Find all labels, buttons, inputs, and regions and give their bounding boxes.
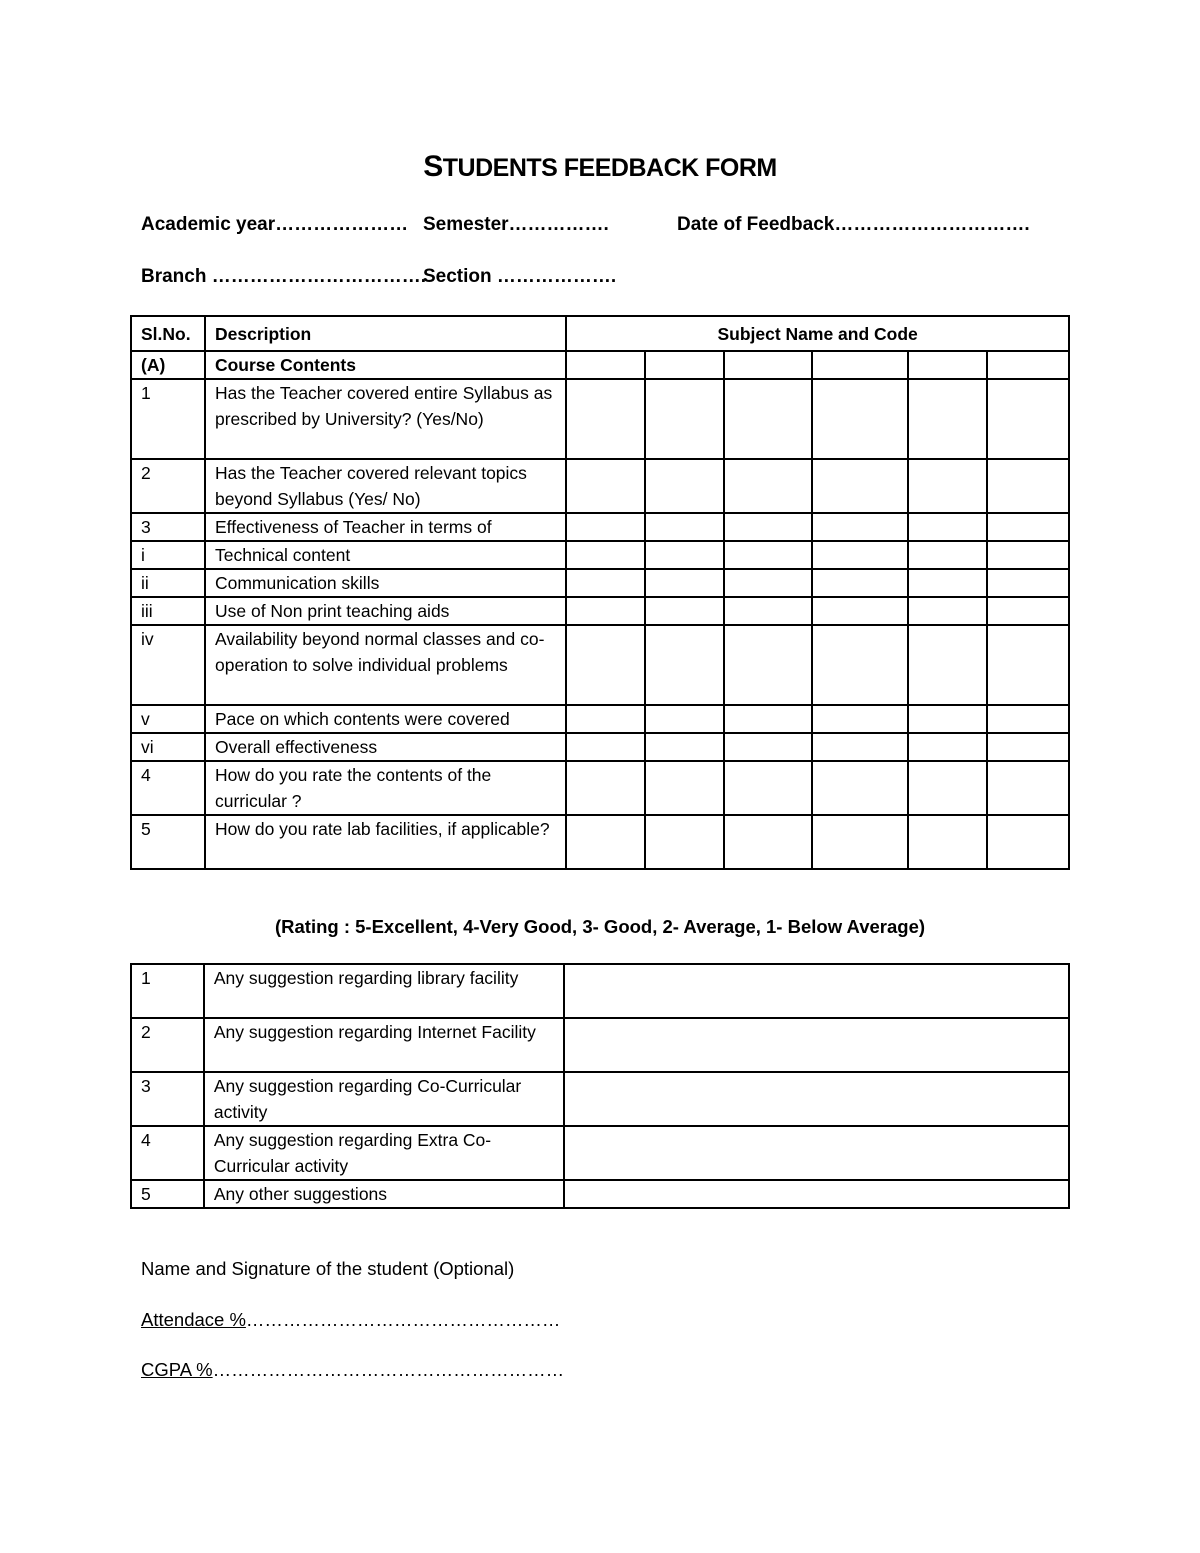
title-rest: TUDENTS FEEDBACK FORM	[442, 154, 777, 182]
rating-cell[interactable]	[566, 597, 645, 625]
rating-cell[interactable]	[645, 569, 724, 597]
suggestion-row	[131, 1180, 1069, 1208]
row-description: Technical content	[205, 541, 566, 569]
row-slno: ii	[131, 569, 205, 597]
rating-cell[interactable]	[566, 815, 645, 869]
suggestion-slno: 5	[131, 1180, 204, 1208]
rating-cell[interactable]	[724, 541, 812, 569]
suggestion-row	[131, 1072, 1069, 1126]
rating-cell[interactable]	[724, 597, 812, 625]
suggestion-slno: 1	[131, 964, 204, 1018]
row-description: How do you rate the contents of the curricular ?	[205, 761, 566, 815]
rating-cell[interactable]	[566, 733, 645, 761]
header-description: Description	[205, 316, 566, 351]
rating-cell[interactable]	[987, 625, 1069, 705]
rating-cell[interactable]	[987, 597, 1069, 625]
rating-cell[interactable]	[566, 541, 645, 569]
table-row	[131, 733, 1069, 761]
row-description: Overall effectiveness	[205, 733, 566, 761]
rating-cell[interactable]	[724, 625, 812, 705]
row-description: Use of Non print teaching aids	[205, 597, 566, 625]
feedback-table	[130, 315, 1070, 870]
table-row	[131, 513, 1069, 541]
header-slno: Sl.No.	[131, 316, 205, 351]
rating-cell[interactable]	[987, 761, 1069, 815]
rating-cell[interactable]	[987, 541, 1069, 569]
table-row	[131, 459, 1069, 513]
row-slno: i	[131, 541, 205, 569]
rating-cell[interactable]	[724, 459, 812, 513]
suggestion-row	[131, 1018, 1069, 1072]
rating-cell[interactable]	[645, 597, 724, 625]
suggestion-slno: 3	[131, 1072, 204, 1126]
rating-cell[interactable]	[987, 705, 1069, 733]
suggestion-description: Any suggestion regarding Co-Curricular activity	[204, 1072, 564, 1126]
rating-cell[interactable]	[645, 705, 724, 733]
rating-cell[interactable]	[645, 459, 724, 513]
table-row	[131, 541, 1069, 569]
academic-year-field[interactable]: Academic year…………………	[141, 214, 409, 235]
rating-cell[interactable]	[645, 625, 724, 705]
rating-cell[interactable]	[812, 597, 909, 625]
rating-cell[interactable]	[724, 705, 812, 733]
signature-label: Name and Signature of the student (Optional)	[141, 1258, 515, 1279]
page-title	[0, 150, 1200, 184]
branch-field[interactable]: Branch …………………………….	[141, 266, 427, 287]
table-row	[131, 569, 1069, 597]
rating-cell[interactable]	[724, 379, 812, 459]
rating-cell[interactable]	[566, 459, 645, 513]
rating-cell[interactable]	[566, 351, 645, 379]
rating-cell[interactable]	[812, 351, 909, 379]
suggestions-table	[130, 963, 1070, 1209]
suggestion-answer-cell[interactable]	[564, 1072, 1069, 1126]
rating-cell[interactable]	[566, 379, 645, 459]
cgpa-label: CGPA %	[141, 1359, 213, 1380]
rating-cell[interactable]	[908, 351, 987, 379]
attendance-dots: ……………………………………………	[245, 1309, 561, 1330]
suggestion-description: Any other suggestions	[204, 1180, 564, 1208]
row-description: Availability beyond normal classes and co-operation to solve individual problems	[205, 625, 566, 705]
rating-cell[interactable]	[645, 379, 724, 459]
suggestion-slno: 4	[131, 1126, 204, 1180]
table-header-row	[131, 316, 1069, 351]
suggestion-row	[131, 1126, 1069, 1180]
row-slno: 2	[131, 459, 205, 513]
table-row	[131, 815, 1069, 869]
rating-cell[interactable]	[566, 513, 645, 541]
row-slno: 3	[131, 513, 205, 541]
section-a-slno: (A)	[131, 351, 205, 379]
rating-cell[interactable]	[724, 815, 812, 869]
header-subject: Subject Name and Code	[566, 316, 1069, 351]
row-description: Has the Teacher covered entire Syllabus as prescribed by University? (Yes/No)	[205, 379, 566, 459]
row-slno: 1	[131, 379, 205, 459]
rating-cell[interactable]	[812, 379, 909, 459]
rating-cell[interactable]	[987, 513, 1069, 541]
rating-cell[interactable]	[645, 541, 724, 569]
rating-cell[interactable]	[908, 597, 987, 625]
section-a-row	[131, 351, 1069, 379]
rating-cell[interactable]	[812, 569, 909, 597]
rating-cell[interactable]	[908, 625, 987, 705]
rating-cell[interactable]	[908, 379, 987, 459]
row-slno: iv	[131, 625, 205, 705]
table-row	[131, 597, 1069, 625]
rating-cell[interactable]	[812, 541, 909, 569]
rating-cell[interactable]	[724, 569, 812, 597]
rating-cell[interactable]	[724, 513, 812, 541]
rating-cell[interactable]	[566, 761, 645, 815]
cgpa-line[interactable]	[141, 1359, 564, 1381]
rating-cell[interactable]	[812, 733, 909, 761]
rating-cell[interactable]	[812, 459, 909, 513]
suggestion-answer-cell[interactable]	[564, 1018, 1069, 1072]
suggestion-slno: 2	[131, 1018, 204, 1072]
row-slno: v	[131, 705, 205, 733]
rating-cell[interactable]	[908, 459, 987, 513]
suggestion-answer-cell[interactable]	[564, 1180, 1069, 1208]
rating-cell[interactable]	[812, 815, 909, 869]
rating-cell[interactable]	[987, 459, 1069, 513]
semester-field[interactable]: Semester…………….	[423, 214, 609, 235]
date-of-feedback-field[interactable]: Date of Feedback………………………….	[677, 214, 1030, 235]
suggestion-answer-cell[interactable]	[564, 964, 1069, 1018]
rating-cell[interactable]	[645, 513, 724, 541]
rating-cell[interactable]	[645, 815, 724, 869]
table-row	[131, 761, 1069, 815]
rating-cell[interactable]	[724, 733, 812, 761]
rating-note: (Rating : 5-Excellent, 4-Very Good, 3- Good, 2- Average, 1- Below Average)	[274, 916, 926, 937]
rating-cell[interactable]	[908, 815, 987, 869]
rating-cell[interactable]	[724, 351, 812, 379]
rating-cell[interactable]	[566, 705, 645, 733]
section-field[interactable]: Section ……………….	[423, 266, 617, 287]
rating-cell[interactable]	[987, 351, 1069, 379]
suggestion-row	[131, 964, 1069, 1018]
row-description: Pace on which contents were covered	[205, 705, 566, 733]
row-slno: 5	[131, 815, 205, 869]
table-row	[131, 379, 1069, 459]
row-description: Effectiveness of Teacher in terms of	[205, 513, 566, 541]
suggestion-description: Any suggestion regarding Extra Co-Curricular activity	[204, 1126, 564, 1180]
rating-cell[interactable]	[812, 625, 909, 705]
rating-cell[interactable]	[987, 815, 1069, 869]
rating-cell[interactable]	[987, 379, 1069, 459]
rating-cell[interactable]	[908, 569, 987, 597]
row-description: How do you rate lab facilities, if applicable?	[205, 815, 566, 869]
rating-cell[interactable]	[908, 513, 987, 541]
suggestions-table-body	[131, 964, 1069, 1208]
row-description: Communication skills	[205, 569, 566, 597]
rating-cell[interactable]	[566, 625, 645, 705]
rating-cell[interactable]	[645, 351, 724, 379]
table-row	[131, 625, 1069, 705]
rating-cell[interactable]	[645, 733, 724, 761]
rating-cell[interactable]	[812, 705, 909, 733]
title-first-letter: S	[423, 150, 443, 183]
rating-cell[interactable]	[908, 761, 987, 815]
rating-cell[interactable]	[566, 569, 645, 597]
section-a-description: Course Contents	[205, 351, 566, 379]
feedback-table-body	[131, 316, 1069, 869]
attendance-label: Attendace %	[141, 1309, 246, 1330]
cgpa-dots: …………………………………………………	[212, 1359, 565, 1380]
row-slno: iii	[131, 597, 205, 625]
suggestion-description: Any suggestion regarding library facility	[204, 964, 564, 1018]
rating-cell[interactable]	[908, 705, 987, 733]
rating-cell[interactable]	[812, 761, 909, 815]
rating-cell[interactable]	[812, 513, 909, 541]
rating-cell[interactable]	[724, 761, 812, 815]
row-slno: vi	[131, 733, 205, 761]
rating-cell[interactable]	[987, 569, 1069, 597]
suggestion-answer-cell[interactable]	[564, 1126, 1069, 1180]
rating-cell[interactable]	[645, 761, 724, 815]
attendance-line[interactable]	[141, 1309, 560, 1331]
row-description: Has the Teacher covered relevant topics beyond Syllabus (Yes/ No)	[205, 459, 566, 513]
rating-cell[interactable]	[908, 733, 987, 761]
rating-cell[interactable]	[908, 541, 987, 569]
row-slno: 4	[131, 761, 205, 815]
rating-cell[interactable]	[987, 733, 1069, 761]
table-row	[131, 705, 1069, 733]
suggestion-description: Any suggestion regarding Internet Facility	[204, 1018, 564, 1072]
